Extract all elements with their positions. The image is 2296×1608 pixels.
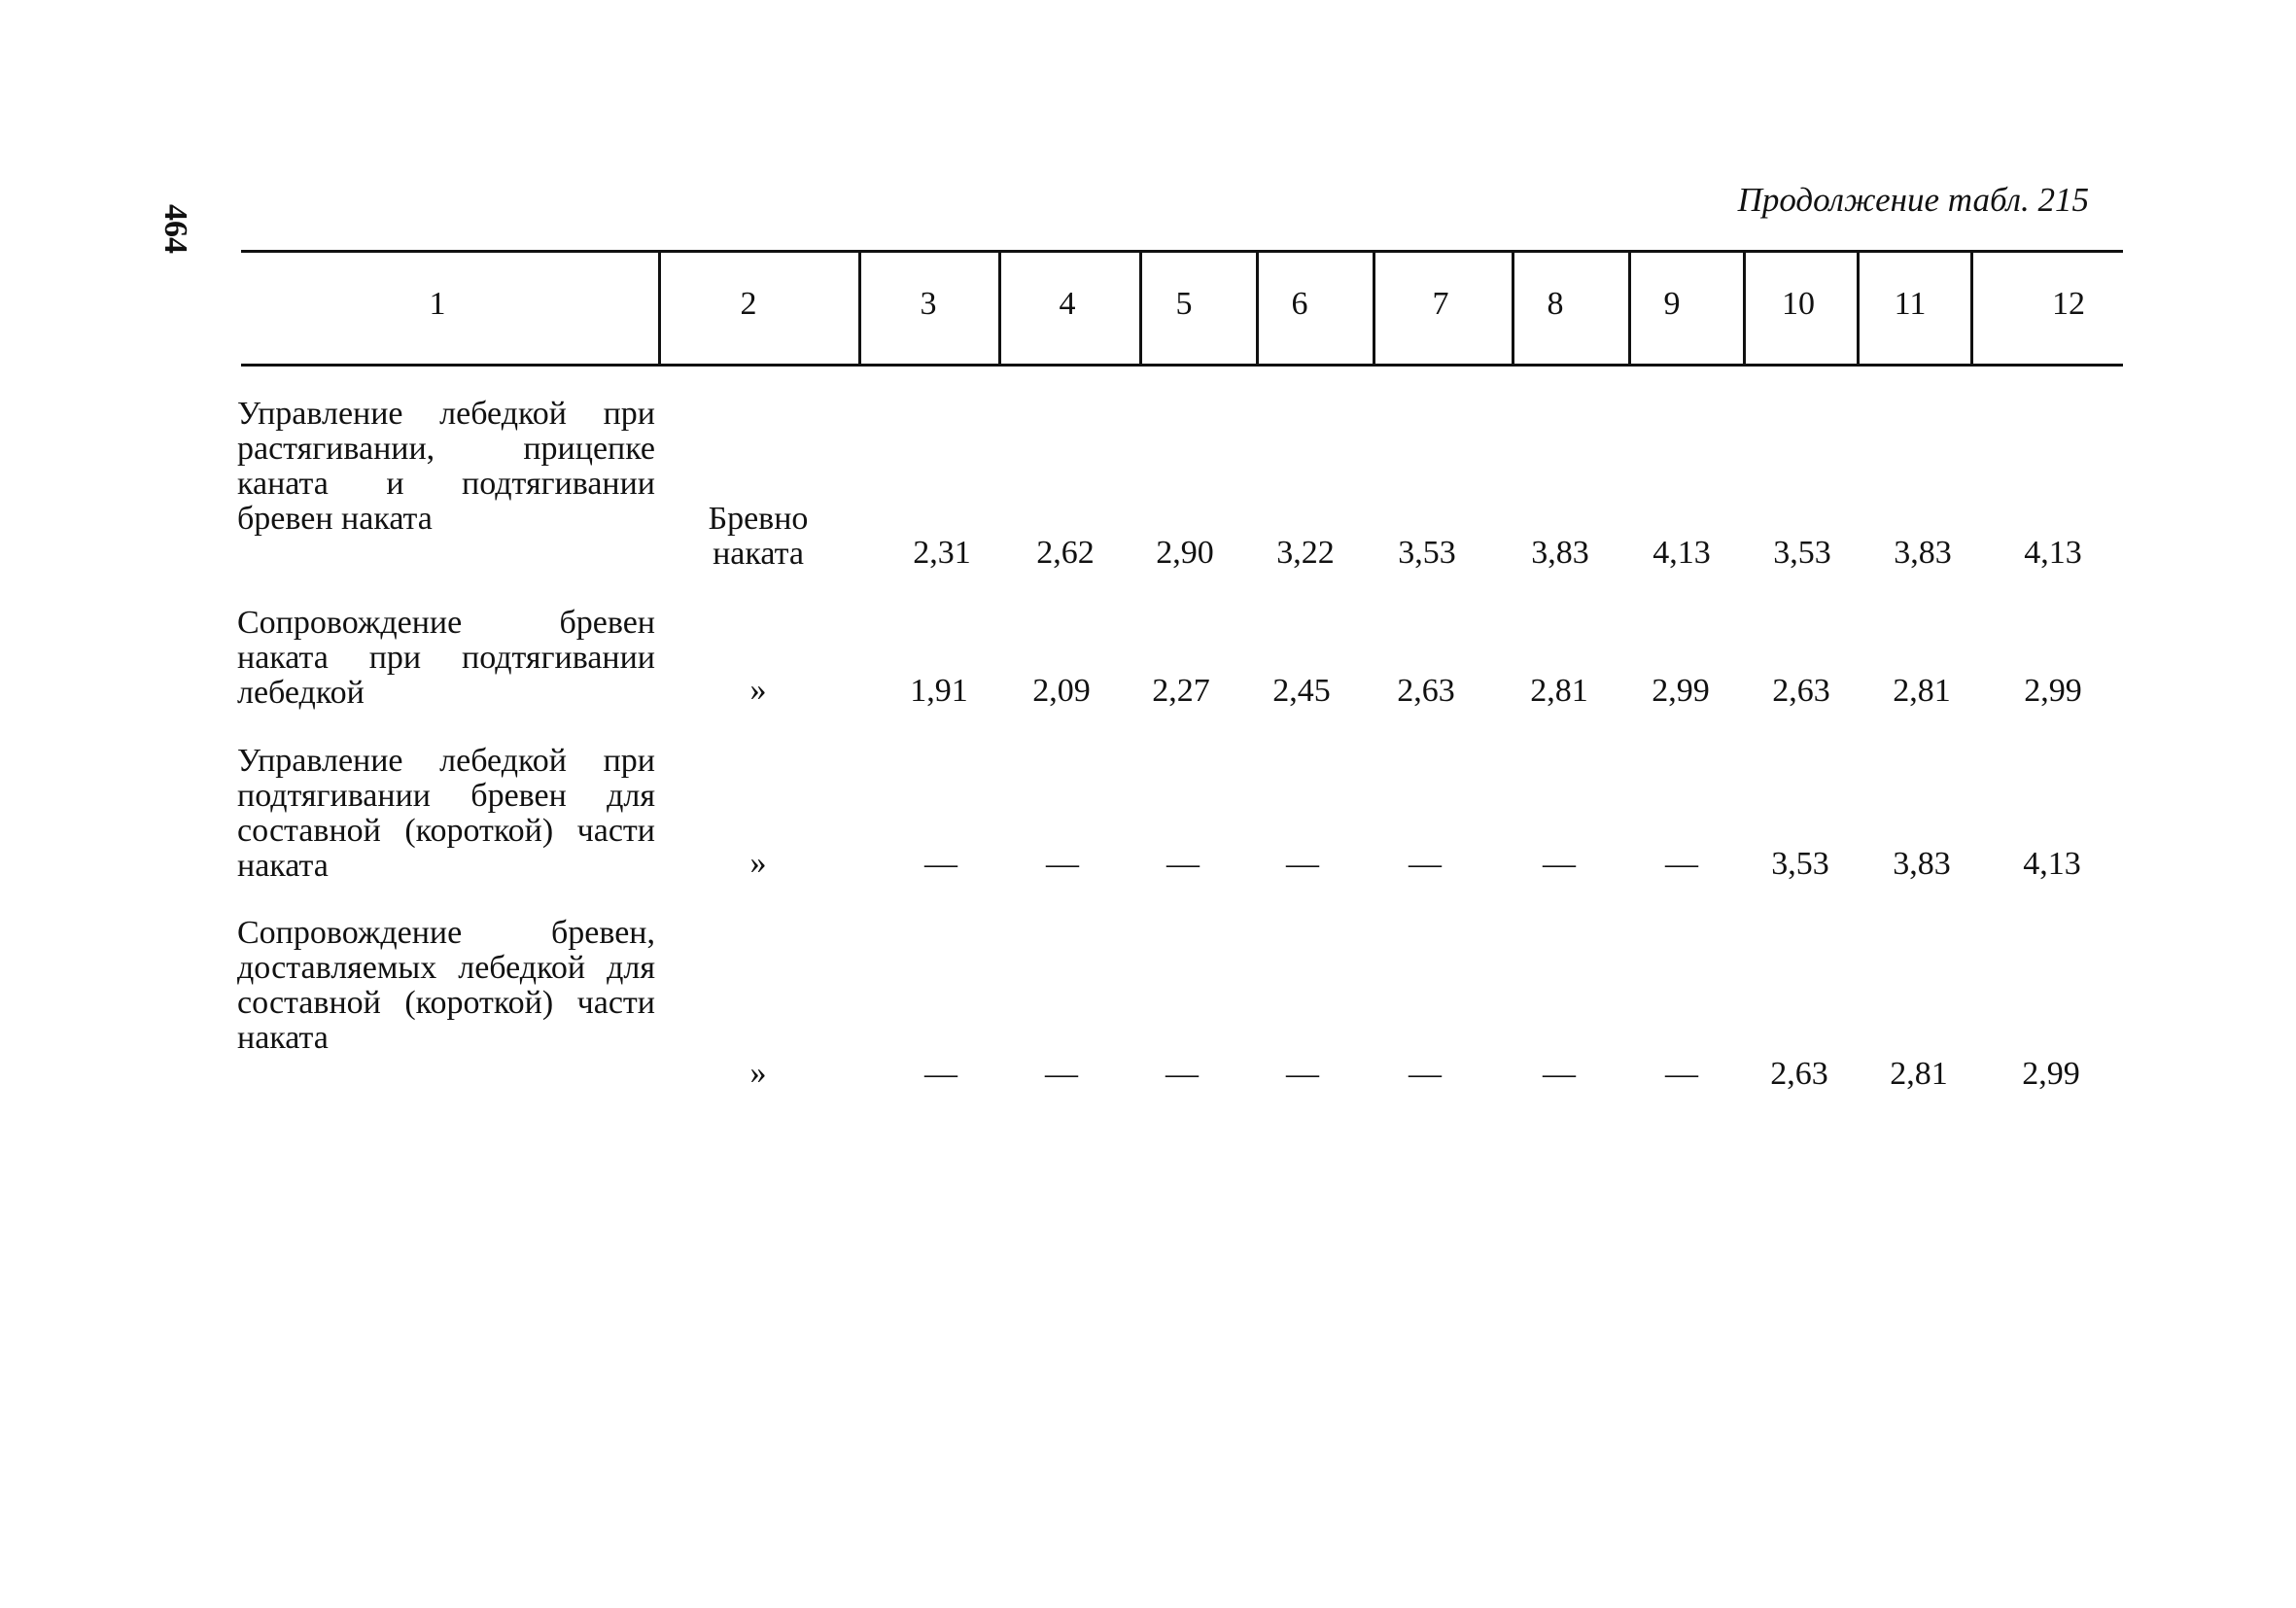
header-cell-6: [1259, 251, 1375, 364]
column-header-3: 3: [920, 286, 937, 322]
column-header-5: 5: [1175, 286, 1193, 322]
column-header-8: 8: [1547, 286, 1564, 322]
value-cell: —: [1543, 1056, 1576, 1092]
value-cell: 3,22: [1276, 535, 1335, 571]
value-cell: —: [1045, 1056, 1078, 1092]
value-cell: 3,53: [1773, 535, 1831, 571]
operation-cell: [237, 916, 655, 1056]
value-cell: 2,81: [1893, 673, 1951, 709]
operation-text: Управление лебедкой при подтягивании бревен для составной (короткой) части наката: [237, 743, 655, 884]
value-cell: 2,99: [2024, 673, 2082, 709]
value-cell: —: [1543, 846, 1576, 882]
value-cell: —: [924, 846, 957, 882]
value-cell: —: [1166, 846, 1200, 882]
material-cell: »: [749, 672, 767, 708]
operation-text: Сопровождение бревен, доставляемых лебедкой для составной (короткой) части наката: [237, 915, 655, 1056]
value-cell: 2,09: [1032, 673, 1091, 709]
value-cell: 2,45: [1272, 673, 1331, 709]
header-cell-8: [1514, 251, 1631, 364]
value-cell: 3,83: [1531, 535, 1589, 571]
material-cell: »: [749, 845, 767, 881]
material-cell: »: [749, 1055, 767, 1091]
table-caption: Продолжение табл. 215: [1737, 181, 2089, 219]
header-cell-2: [661, 251, 861, 364]
value-cell: —: [924, 1056, 957, 1092]
column-header-4: 4: [1059, 286, 1076, 322]
header-cell-1: [241, 251, 661, 364]
page-number: 464: [157, 204, 193, 254]
operation-text: Управление лебедкой при растягивании, прицепке каната и подтягивании бревен наката: [237, 396, 655, 537]
value-cell: —: [1665, 846, 1698, 882]
operation-cell: [237, 606, 655, 711]
value-cell: 2,81: [1530, 673, 1588, 709]
column-header-9: 9: [1663, 286, 1681, 322]
column-header-1: 1: [429, 286, 446, 322]
value-cell: 4,13: [1652, 535, 1711, 571]
operation-cell: [237, 744, 655, 884]
value-cell: 3,53: [1771, 846, 1829, 882]
value-cell: —: [1409, 1056, 1442, 1092]
value-cell: 2,62: [1036, 535, 1095, 571]
operation-text: Сопровождение бревен наката при подтягивании лебедкой: [237, 605, 655, 711]
value-cell: 2,99: [2022, 1056, 2080, 1092]
value-cell: 2,63: [1397, 673, 1455, 709]
header-bottom-rule: [241, 364, 2123, 367]
value-cell: —: [1409, 846, 1442, 882]
value-cell: 2,63: [1772, 673, 1830, 709]
value-cell: —: [1046, 846, 1079, 882]
value-cell: —: [1665, 1056, 1698, 1092]
value-cell: 1,91: [910, 673, 968, 709]
value-cell: 2,31: [913, 535, 971, 571]
value-cell: 3,83: [1893, 846, 1951, 882]
column-header-11: 11: [1894, 286, 1927, 322]
operation-cell: [237, 397, 655, 537]
column-header-6: 6: [1291, 286, 1308, 322]
value-cell: 3,83: [1894, 535, 1952, 571]
header-cell-9: [1631, 251, 1746, 364]
material-cell: Бревно наката: [708, 501, 809, 572]
value-cell: 4,13: [2023, 846, 2081, 882]
value-cell: —: [1165, 1056, 1199, 1092]
header-cell-5: [1142, 251, 1259, 364]
header-cell-12: [1973, 251, 2123, 364]
column-header-12: 12: [2052, 286, 2085, 322]
column-header-10: 10: [1782, 286, 1815, 322]
column-header-2: 2: [740, 286, 757, 322]
value-cell: 2,81: [1890, 1056, 1948, 1092]
value-cell: 4,13: [2024, 535, 2082, 571]
value-cell: 3,53: [1398, 535, 1456, 571]
column-header-7: 7: [1432, 286, 1449, 322]
value-cell: 2,63: [1770, 1056, 1828, 1092]
value-cell: 2,99: [1652, 673, 1710, 709]
value-cell: 2,27: [1152, 673, 1210, 709]
value-cell: 2,90: [1156, 535, 1214, 571]
value-cell: —: [1286, 1056, 1319, 1092]
value-cell: —: [1286, 846, 1319, 882]
